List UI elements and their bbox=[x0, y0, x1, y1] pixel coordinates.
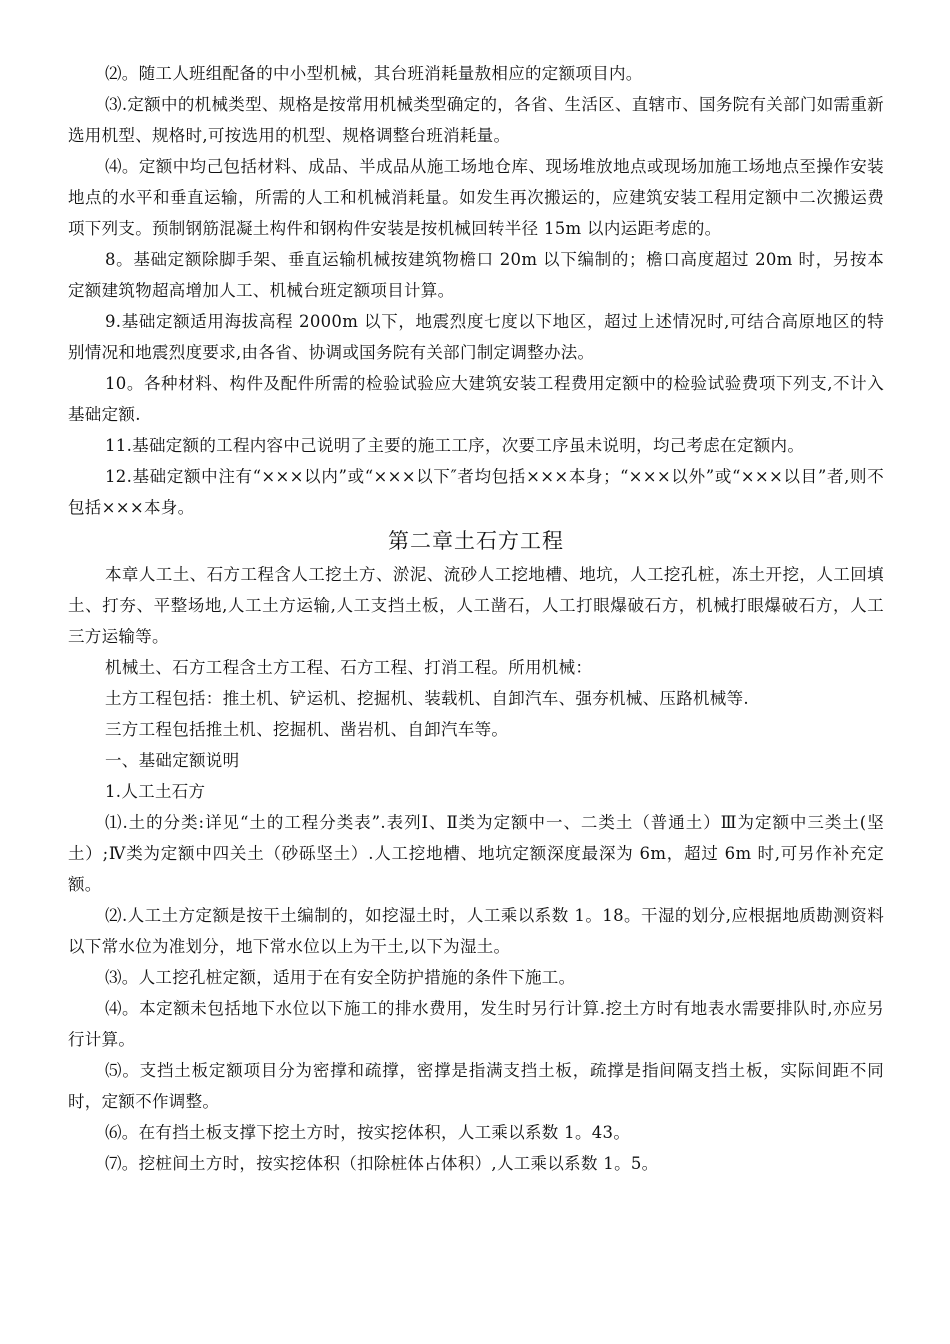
paragraph: 本章人工土、石方工程含人工挖土方、淤泥、流砂人工挖地槽、地坑，人工挖孔桩，冻土开挖，人工回填土、打夯、平整场地,人工土方运输,人工支挡土板，人工凿石，人工打眼爆破石方，机械打眼爆破石方，人工三方运输等。 bbox=[68, 565, 884, 646]
paragraph: ⑶。人工挖孔桩定额，适用于在有安全防护措施的条件下施工。 bbox=[105, 968, 576, 987]
paragraph: 11.基础定额的工程内容中己说明了主要的施工工序，次要工序虽未说明，均己考虑在定额内。 bbox=[105, 436, 805, 455]
paragraph: ⑵。随工人班组配备的中小型机械，其台班消耗量敖相应的定额项目内。 bbox=[105, 64, 643, 83]
subsection-heading: 1.人工土石方 bbox=[105, 782, 206, 801]
paragraph: ⑺。挖桩间土方时，按实挖体积（扣除桩体占体积）,人工乘以系数 1。5。 bbox=[105, 1154, 659, 1173]
paragraph: 土方工程包括：推土机、铲运机、挖掘机、装载机、自卸汽车、强夯机械、压路机械等. bbox=[105, 689, 749, 708]
chapter-title: 第二章土石方工程 bbox=[388, 529, 564, 553]
paragraph: ⑸。支挡土板定额项目分为密撑和疏撑，密撑是指满支挡土板，疏撑是指间隔支挡土板，实际间距不同时，定额不作调整。 bbox=[68, 1061, 884, 1111]
paragraph: ⑵.人工土方定额是按干土编制的，如挖湿土时，人工乘以系数 1。18。干湿的划分,应根据地质勘测资料以下常水位为准划分，地下常水位以上为干土,以下为湿土。 bbox=[68, 906, 884, 956]
paragraph: ⑶.定额中的机械类型、规格是按常用机械类型确定的，各省、生活区、直辖市、国务院有关部门如需重新选用机型、规格时,可按选用的机型、规格调整台班消耗量。 bbox=[68, 95, 884, 145]
paragraph: ⑴.土的分类:详见“土的工程分类表”.表列Ⅰ、Ⅱ类为定额中一、二类土（普通土）Ⅲ为定额中三类土(坚土）;Ⅳ类为定额中四关土（砂砾坚土）.人工挖地槽、地坑定额深度最深为 6m，超过 6m 时,可另作补充定额。 bbox=[68, 813, 884, 894]
paragraph: ⑷。定额中均己包括材料、成品、半成品从施工场地仓库、现场堆放地点或现场加施工场地点至操作安装地点的水平和垂直运输，所需的人工和机械消耗量。如发生再次搬运的，应建筑安装工程用定额中二次搬运费项下列支。预制钢筋混凝土构件和钢构件安装是按机械回转半径 15m 以内运距考虑的。 bbox=[68, 157, 884, 238]
document-page bbox=[68, 58, 884, 1179]
paragraph: 三方工程包括推土机、挖掘机、凿岩机、自卸汽车等。 bbox=[105, 720, 509, 739]
section-heading: 一、基础定额说明 bbox=[105, 751, 240, 770]
paragraph: 机械土、石方工程含土方工程、石方工程、打消工程。所用机械： bbox=[105, 658, 593, 677]
paragraph: 9.基础定额适用海拔高程 2000m 以下，地震烈度七度以下地区，超过上述情况时,可结合高原地区的特别情况和地震烈度要求,由各省、协调或国务院有关部门制定调整办法。 bbox=[68, 312, 884, 362]
paragraph: 8。基础定额除脚手架、垂直运输机械按建筑物檐口 20m 以下编制的；檐口高度超过 20m 时，另按本定额建筑物超高增加人工、机械台班定额项目计算。 bbox=[68, 250, 884, 300]
paragraph: ⑹。在有挡土板支撑下挖土方时，按实挖体积，人工乘以系数 1。43。 bbox=[105, 1123, 631, 1142]
paragraph: ⑷。本定额未包括地下水位以下施工的排水费用，发生时另行计算.挖土方时有地表水需要排队时,亦应另行计算。 bbox=[68, 999, 884, 1049]
paragraph: 12.基础定额中注有“×××以内”或“×××以下″者均包括×××本身；“×××以外”或“×××以目”者,则不包括×××本身。 bbox=[68, 467, 884, 517]
paragraph: 10。各种材料、构件及配件所需的检验试验应大建筑安装工程费用定额中的检验试验费项下列支,不计入基础定额. bbox=[68, 374, 884, 424]
